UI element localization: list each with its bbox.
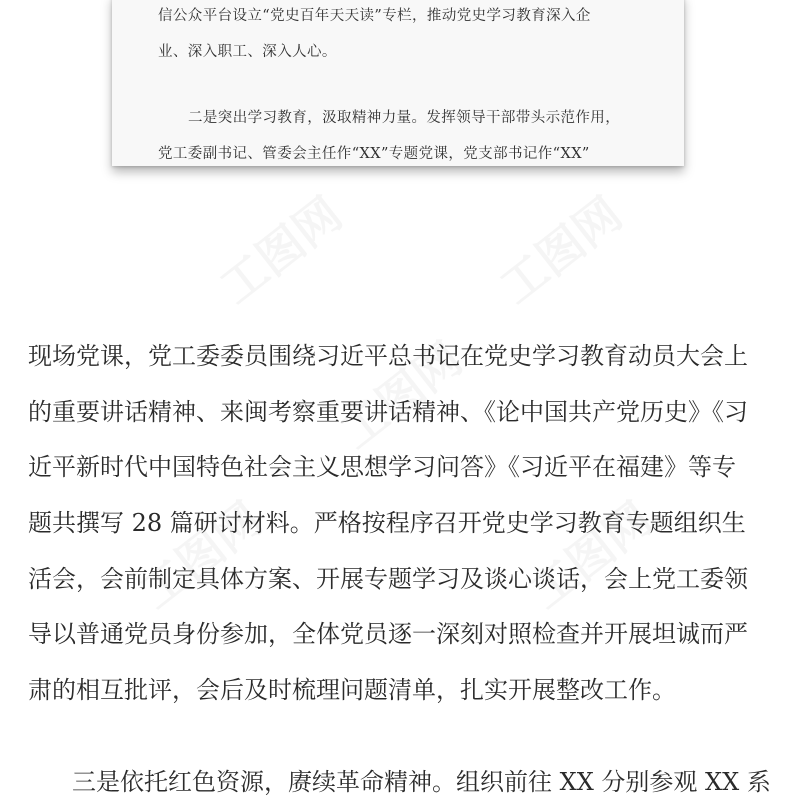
watermark: 工图网 [129, 491, 272, 620]
body-text-line: 题共撰写 28 篇研讨材料。严格按程序召开党史学习教育专题组织生 [28, 509, 746, 537]
body-text-line: 近平新时代中国特色社会主义思想学习问答》《习近平在福建》等专 [28, 453, 736, 481]
body-text-line: 活会，会前制定具体方案、开展专题学习及谈心谈话，会上党工委领 [28, 565, 748, 593]
watermark: 工图网 [329, 331, 472, 460]
body-text-line: 导以普通党员身份参加，全体党员逐一深刻对照检查并开展坦诚而严 [28, 620, 748, 648]
card-text-line: 信公众平台设立“党史百年天天读”专栏，推动党史学习教育深入企 [158, 8, 591, 24]
watermark: 工图网 [489, 186, 632, 315]
document-page-card [112, 0, 684, 166]
paragraph-start-line: 三是依托红色资源，赓续革命精神。组织前往 XX 分别参观 XX 系 [72, 768, 771, 796]
card-text-line: 党工委副书记、管委会主任作“XX”专题党课，党支部书记作“XX” [158, 146, 590, 162]
body-text-line: 肃的相互批评，会后及时梳理问题清单，扎实开展整改工作。 [28, 676, 676, 704]
card-text-line: 业、深入职工、深入人心。 [158, 44, 337, 60]
card-text-line: 二是突出学习教育，汲取精神力量。发挥领导干部带头示范作用， [188, 110, 621, 126]
body-text-line: 的重要讲话精神、来闽考察重要讲话精神、《论中国共产党历史》《习 [28, 398, 748, 426]
body-text-line: 现场党课，党工委委员围绕习近平总书记在党史学习教育动员大会上 [28, 342, 748, 370]
watermark: 工图网 [209, 186, 352, 315]
watermark: 工图网 [519, 491, 662, 620]
